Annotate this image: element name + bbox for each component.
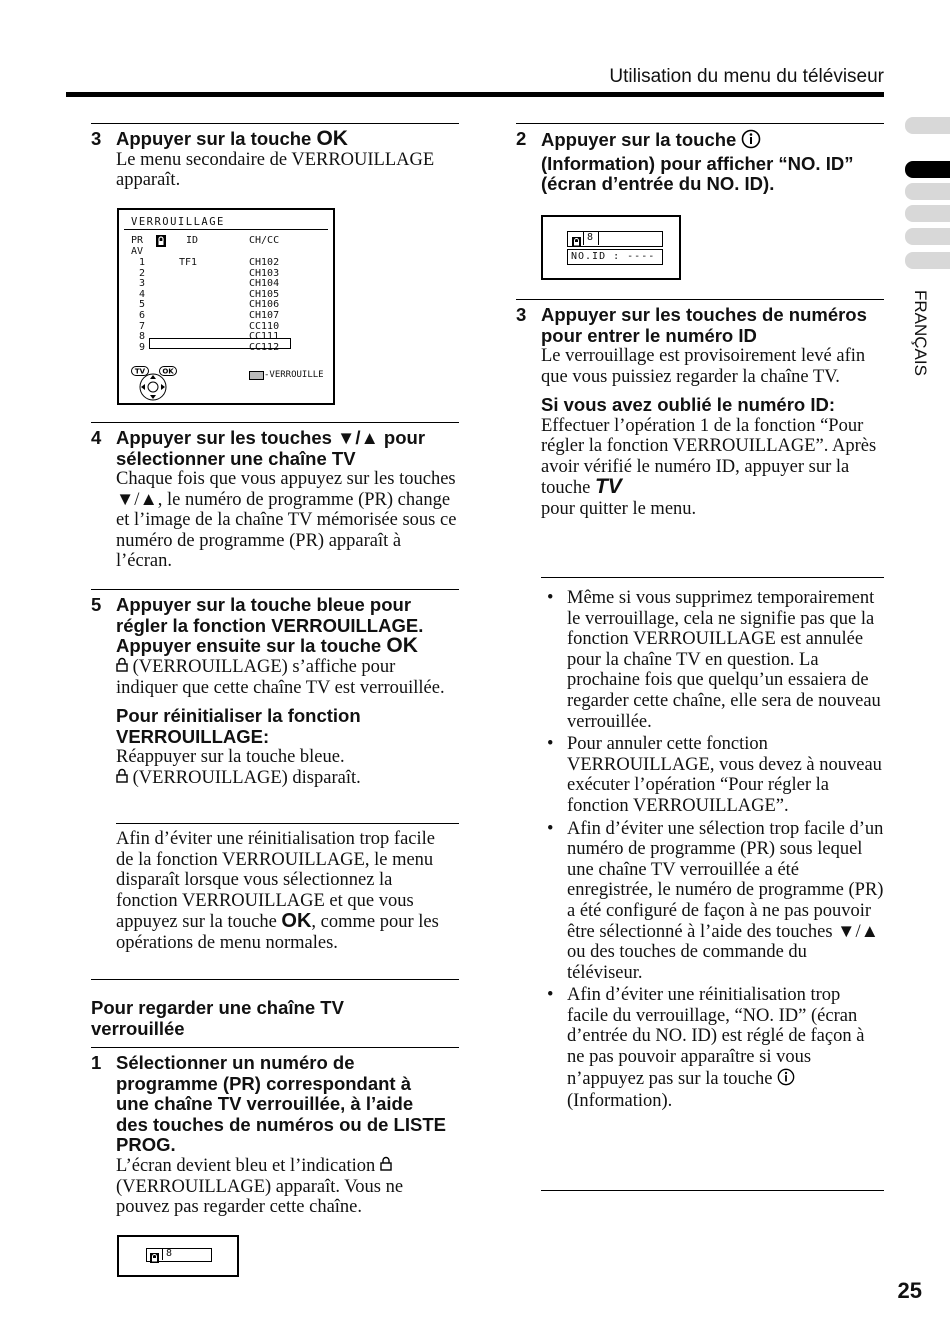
rule [91, 979, 459, 980]
note-text: Afin d’éviter une réinitialisation trop facile de la fonction VERROUILLAGE, le menu disparaît lorsque vous sélectionnez la fonction VERROUILLAGE et que vous appuyez sur la touche OK, comme pour les opérations de menu normales. [116, 829, 439, 953]
col-id: ID [186, 235, 199, 246]
step-heading: Sélectionner un numéro de programme (PR) correspondant à une chaîne TV verrouillée, à l’aide des touches de numéros ou de LISTE PROG. [116, 1052, 446, 1155]
lock-icon [156, 234, 166, 252]
menu-row-channel: CC110 [249, 320, 280, 332]
menu-divider [124, 229, 328, 230]
page-number: 25 [897, 1278, 922, 1303]
menu-row-channel: CH107 [249, 310, 280, 321]
lock-outline-icon [116, 657, 128, 678]
menu-row-id: TF1 [179, 257, 198, 268]
channel-box [146, 1248, 212, 1262]
menu-row-pr: 7 [139, 320, 146, 332]
menu-row-pr: 6 [139, 310, 146, 321]
rule [516, 299, 884, 300]
id-input-label: NO.ID : ---- [571, 251, 656, 262]
pr-number: 8 [166, 1248, 173, 1259]
note-bullet: • Afin d’éviter une réinitialisation trop facile du verrouillage, “NO. ID” (écran d’entrée du NO. ID) est réglé de façon à ne pas pouvoir apparaître si vous n’appuyez pas sur la touche (Information). [567, 985, 884, 1112]
section-tab [905, 183, 950, 200]
sub-heading: Pour réinitialiser la fonction VERROUILLAGE: [116, 705, 361, 747]
id-entry-screen [541, 215, 681, 280]
locked-channel-screen [117, 1235, 239, 1277]
rule [91, 1047, 459, 1048]
notes-list [542, 588, 884, 1114]
step-heading: Appuyer sur les touches ▼/▲ pour sélectionner une chaîne TV [116, 427, 426, 469]
step-text: (VERROUILLAGE) s’affiche pour indiquer que cette chaîne TV est verrouillée. [116, 656, 445, 698]
menu-row-pr: 8 [139, 331, 146, 343]
rule [516, 123, 884, 124]
section-tab [905, 228, 950, 245]
menu-row-pr: 9 [139, 341, 146, 353]
note-bullet: • Pour annuler cette fonction VERROUILLAGE, vous devez à nouveau exécuter l’opération “Pour régler la fonction VERROUILLAGE”. [567, 734, 884, 816]
menu-row-channel: CC111 [249, 331, 280, 343]
rule [116, 823, 459, 824]
menu-row-pr: 3 [139, 278, 146, 290]
note-bullet: • Afin d’éviter une sélection trop facile d’un numéro de programme (PR) sous lequel une chaîne TV verrouillée a été enregistrée, le numéro de programme (PR) a été configuré de façon à ne pas pouvoir être sélectionné à l’aide des touches ▼/▲ ou des touches de commande du téléviseur. [567, 819, 884, 984]
channel-box [567, 231, 663, 247]
av-label: AV [131, 246, 144, 257]
section-tab [905, 252, 950, 269]
rule [91, 123, 459, 124]
rule [91, 589, 459, 590]
ok-key: OK [316, 127, 348, 150]
tv-key: TV [594, 475, 622, 499]
header-rule [66, 92, 884, 97]
note-bullet: • Même si vous supprimez temporairement le verrouillage, cela ne signifie pas que la fonction VERROUILLAGE est annulée pour la chaîne TV en question. La prochaine fois que quelqu’un essaiera de regarder cette chaîne, elle sera de nouveau verrouillée. [567, 588, 884, 732]
ok-key: OK [281, 910, 312, 933]
menu-row-channel: CH103 [249, 267, 280, 279]
lock-outline-icon [116, 768, 128, 789]
blue-key-swatch [249, 371, 264, 380]
dpad-icon [139, 373, 167, 406]
menu-row-pr: 4 [139, 288, 146, 300]
box-divider [162, 1249, 163, 1260]
lock-outline-icon [380, 1156, 392, 1177]
ok-key: OK [386, 634, 418, 657]
rule [541, 1190, 884, 1191]
legend-text: -VERROUILLE [264, 370, 324, 380]
info-icon [777, 1068, 795, 1092]
section-tab-active [905, 161, 950, 178]
menu-row-channel: CH105 [249, 288, 280, 300]
section-tab [905, 117, 950, 134]
sub-text: Réappuyer sur la touche bleue. [116, 747, 345, 768]
step-heading-2: Appuyer ensuite sur la touche OK [116, 634, 418, 657]
menu-row-pr: 5 [139, 299, 146, 311]
id-input-box [567, 249, 663, 265]
col-ch: CH/CC [249, 235, 280, 246]
box-divider [598, 232, 599, 245]
step-text: Le verrouillage est provisoirement levé afin que vous puissiez regarder la chaîne TV. [541, 346, 866, 387]
sub-heading: Si vous avez oublié le numéro ID: [541, 394, 836, 416]
step-heading: Appuyer sur la touche OK [116, 127, 348, 150]
page-header-title: Utilisation du menu du téléviseur [609, 66, 884, 87]
menu-row-pr: 2 [139, 267, 146, 279]
lock-menu-screen [117, 208, 335, 405]
selected-row-highlight [149, 338, 291, 349]
svg-text:OK: OK [162, 367, 174, 376]
menu-row-channel: CH104 [249, 278, 280, 290]
menu-row-channel: CH102 [249, 257, 280, 268]
menu-row-pr: 1 [139, 257, 146, 268]
step-text: L’écran devient bleu et l’indication (VERROUILLAGE) apparaît. Vous ne pouvez pas regarder cette chaîne. [116, 1155, 404, 1218]
box-divider [583, 232, 584, 245]
step-text: Chaque fois que vous appuyez sur les touches ▼/▲, le numéro de programme (PR) change et l’image de la chaîne TV mémorisée sous ce numéro de programme (PR) apparaît à l’écran. [116, 469, 457, 572]
sub-text: Effectuer l’opération 1 de la fonction “Pour régler la fonction VERROUILLAGE”. Après avoir vérifié le numéro ID, appuyer sur la touche TV pour quitter le menu. [541, 415, 877, 520]
rule [541, 577, 884, 578]
pr-number: 8 [587, 232, 594, 243]
menu-title: VERROUILLAGE [131, 216, 225, 228]
section-tab [905, 205, 950, 222]
step-heading: Appuyer sur la touche bleue pour régler la fonction VERROUILLAGE. [116, 594, 424, 636]
svg-text:TV: TV [134, 367, 146, 376]
language-label: FRANÇAIS [911, 290, 930, 376]
rule [91, 422, 459, 423]
step-heading: Appuyer sur la touche (Information) pour afficher “NO. ID” (écran d’entrée du NO. ID). [541, 129, 854, 194]
col-pr: PR [131, 235, 144, 246]
menu-row-channel: CH106 [249, 299, 280, 311]
sub-text: (VERROUILLAGE) disparaît. [116, 768, 459, 789]
lock-icon [150, 1250, 159, 1268]
section-title: Pour regarder une chaîne TV verrouillée [91, 997, 344, 1039]
info-icon [741, 129, 761, 154]
step-heading: Appuyer sur les touches de numéros pour entrer le numéro ID [541, 304, 867, 346]
menu-row-channel: CC112 [249, 341, 280, 353]
step-text: Le menu secondaire de VERROUILLAGE apparaît. [116, 149, 435, 191]
